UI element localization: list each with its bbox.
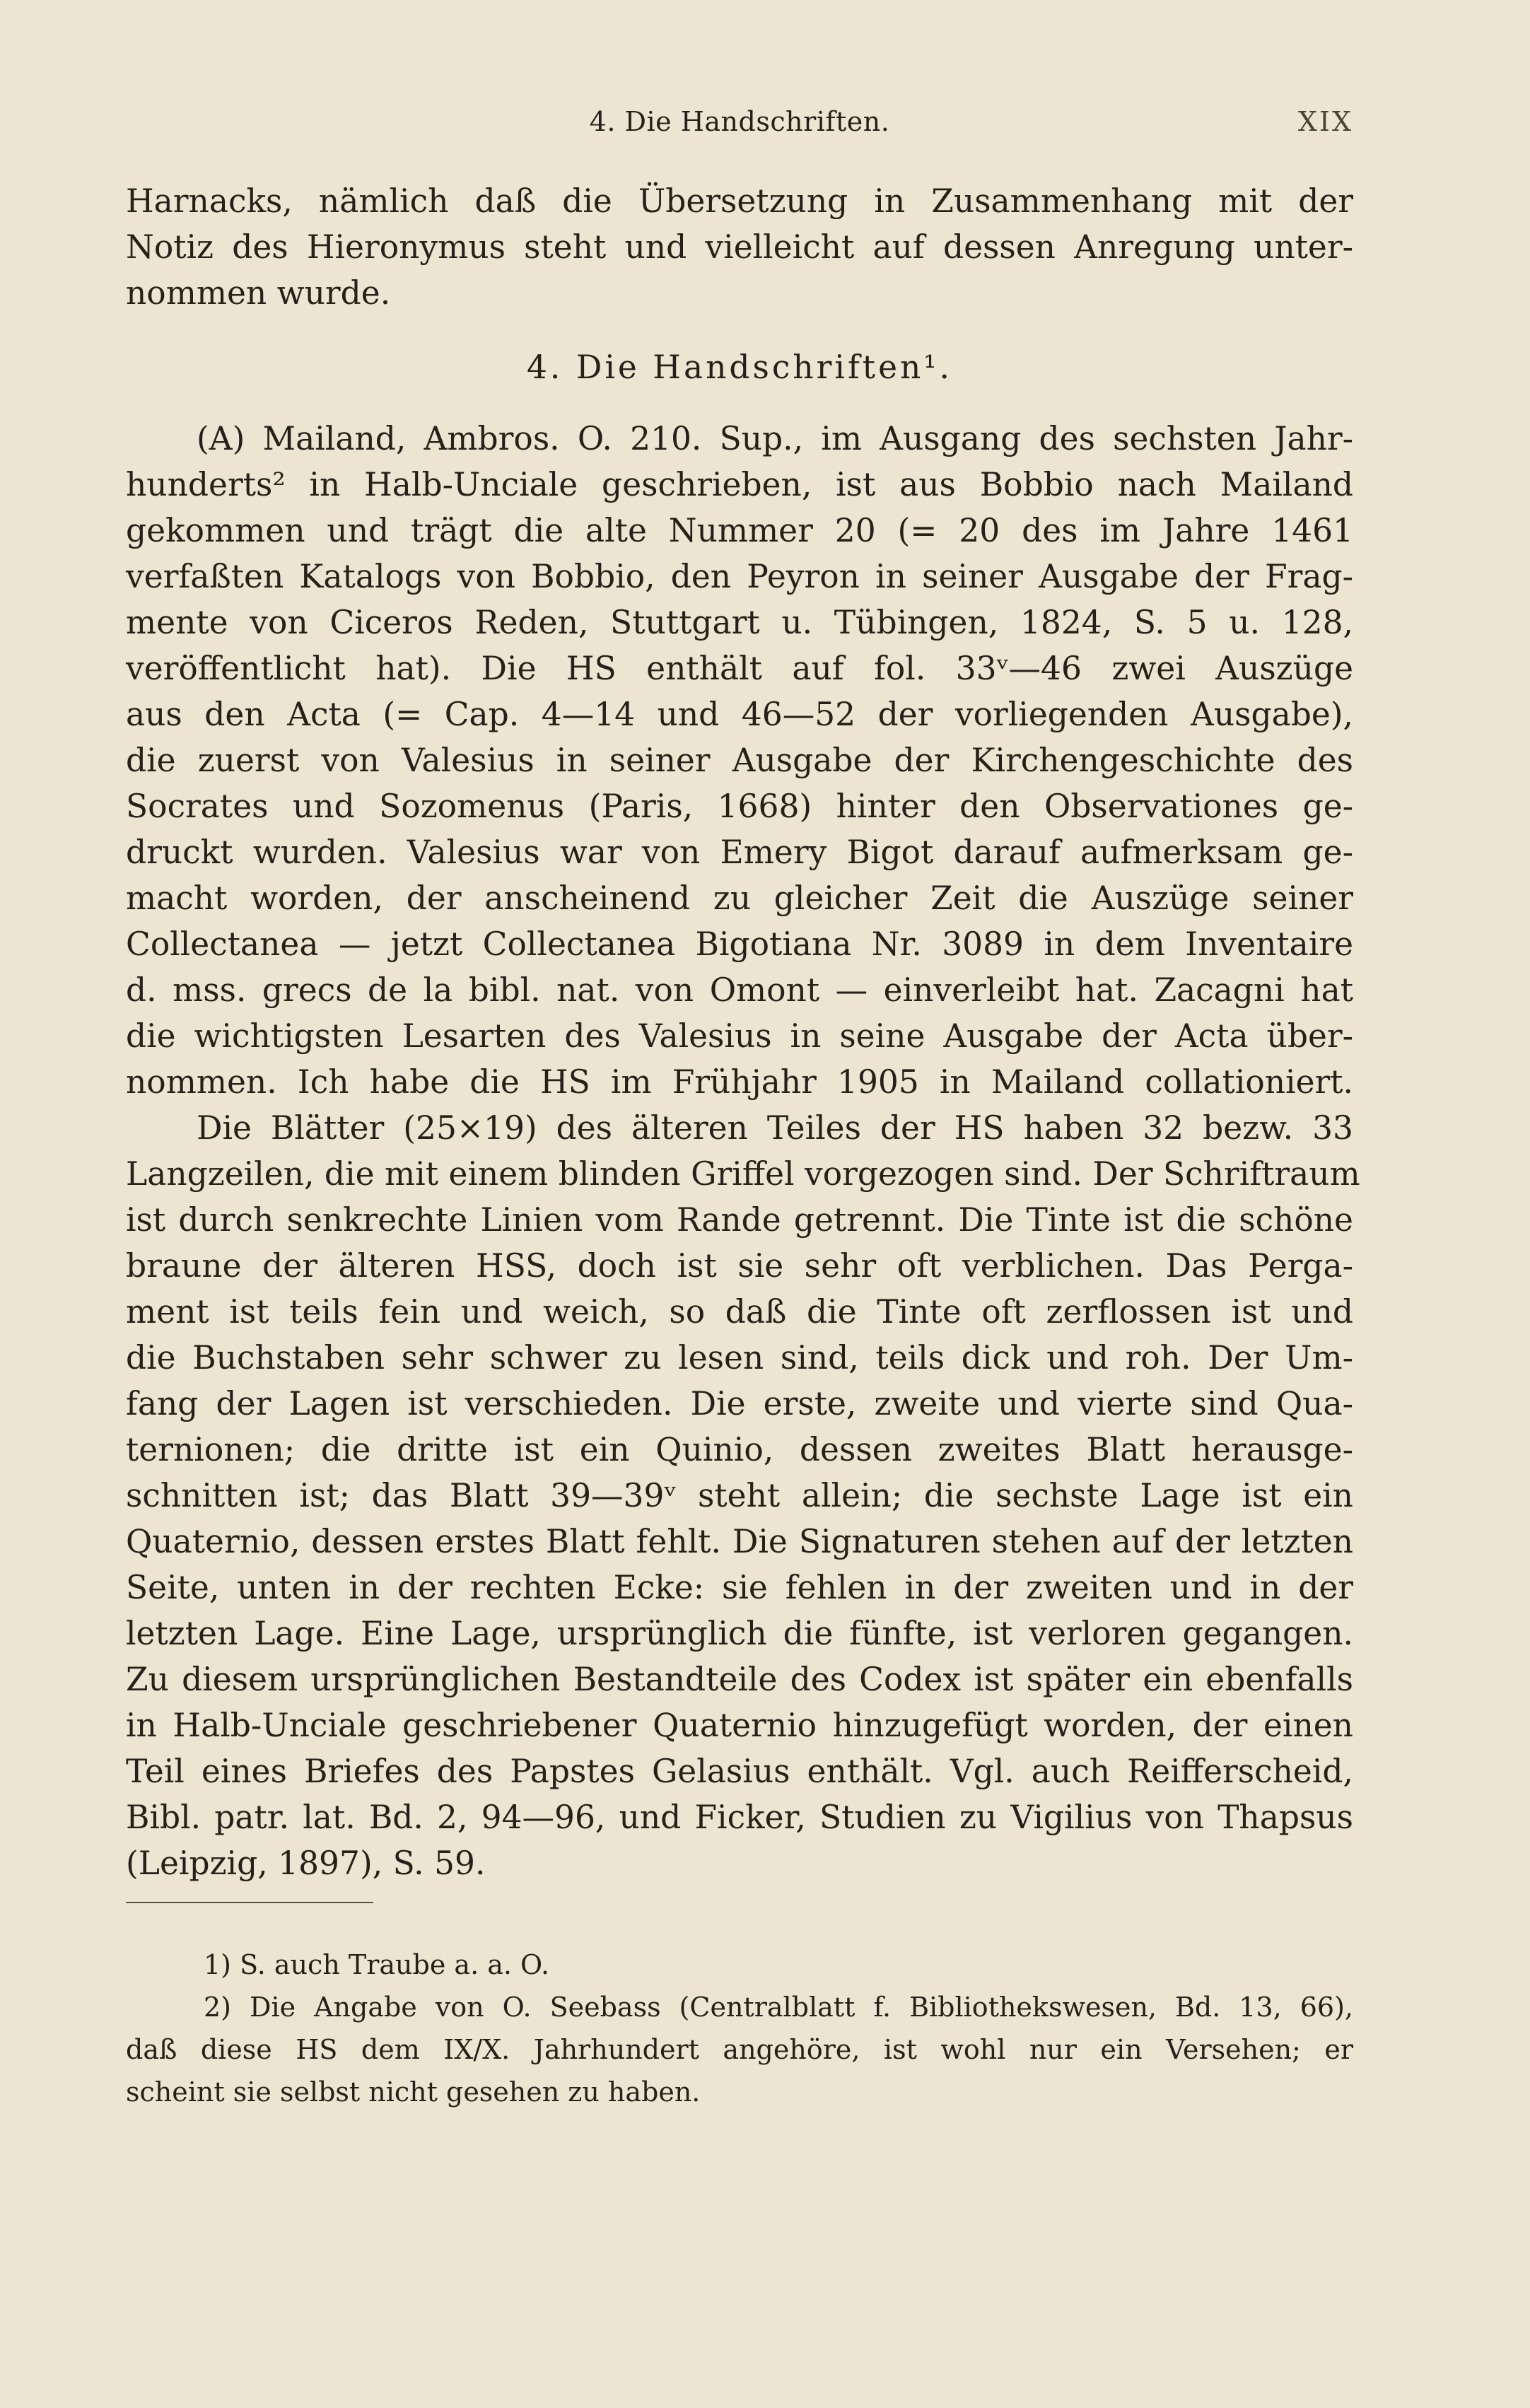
text-line: veröffentlicht hat). Die HS enthält auf fol. 33ᵛ—46 zwei Auszüge	[126, 650, 1353, 687]
text-line: die zuerst von Valesius in seiner Ausgabe der Kirchengeschichte des	[126, 742, 1353, 779]
text-line: ternionen; die dritte ist ein Quinio, dessen zweites Blatt herausge-	[126, 1431, 1353, 1468]
footnote-rule	[126, 1902, 373, 1903]
text-line: macht worden, der anscheinend zu gleicher Zeit die Auszüge seiner	[126, 879, 1353, 917]
footnote: scheint sie selbst nicht gesehen zu haben.	[126, 2076, 701, 2108]
text-line: (A) Mailand, Ambros. O. 210. Sup., im Ausgang des sechsten Jahr-	[197, 420, 1353, 457]
text-line: Langzeilen, die mit einem blinden Griffel vorgezogen sind. Der Schriftraum	[126, 1155, 1360, 1193]
text-line: druckt wurden. Valesius war von Emery Bigot darauf aufmerksam ge-	[126, 834, 1353, 871]
text-line: braune der älteren HSS, doch ist sie sehr oft verblichen. Das Perga-	[126, 1247, 1353, 1285]
running-head	[126, 106, 1353, 148]
text-line: Seite, unten in der rechten Ecke: sie fehlen in der zweiten und in der	[126, 1569, 1353, 1606]
text-line: hunderts² in Halb-Unciale geschrieben, ist aus Bobbio nach Mailand	[126, 466, 1353, 503]
text-line: gekommen und trägt die alte Nummer 20 (= 20 des im Jahre 1461	[126, 512, 1353, 549]
section-heading: 4. Die Handschriften¹.	[526, 349, 953, 386]
text-line: Collectanea — jetzt Collectanea Bigotiana Nr. 3089 in dem Inventaire	[126, 925, 1353, 963]
text-line: fang der Lagen ist verschieden. Die erste, zweite und vierte sind Qua-	[126, 1385, 1353, 1422]
text-line: ist durch senkrechte Linien vom Rande getrennt. Die Tinte ist die schöne	[126, 1201, 1353, 1239]
text-line: schnitten ist; das Blatt 39—39ᵛ steht allein; die sechste Lage ist ein	[126, 1477, 1353, 1514]
text-line: in Halb-Unciale geschriebener Quaternio hinzugefügt worden, der einen	[126, 1707, 1353, 1744]
text-line: Teil eines Briefes des Papstes Gelasius enthält. Vgl. auch Reifferscheid,	[126, 1753, 1353, 1790]
text-line: Bibl. patr. lat. Bd. 2, 94—96, und Ficker, Studien zu Vigilius von Thapsus	[126, 1799, 1353, 1836]
text-line: Notiz des Hieronymus steht und vielleicht auf dessen Anregung unter-	[126, 228, 1353, 266]
running-head-title: 4. Die Handschriften.	[589, 106, 890, 137]
text-line: (Leipzig, 1897), S. 59.	[126, 1845, 486, 1882]
text-line: Harnacks, nämlich daß die Übersetzung in Zusammenhang mit der	[126, 182, 1353, 220]
text-line: aus den Acta (= Cap. 4—14 und 46—52 der vorliegenden Ausgabe),	[126, 696, 1353, 733]
text-line: die wichtigsten Lesarten des Valesius in seine Ausgabe der Acta über-	[126, 1017, 1353, 1055]
text-line: Zu diesem ursprünglichen Bestandteile des Codex ist später ein ebenfalls	[126, 1661, 1353, 1698]
footnote: 1) S. auch Traube a. a. O.	[204, 1949, 550, 1980]
footnote: 2) Die Angabe von O. Seebass (Centralblatt f. Bibliothekswesen, Bd. 13, 66),	[204, 1992, 1353, 2023]
text-line: mente von Ciceros Reden, Stuttgart u. Tübingen, 1824, S. 5 u. 128,	[126, 604, 1353, 641]
text-line: Socrates und Sozomenus (Paris, 1668) hinter den Observationes ge-	[126, 788, 1353, 825]
text-line: nommen wurde.	[126, 274, 391, 312]
text-line: Quaternio, dessen erstes Blatt fehlt. Die Signaturen stehen auf der letzten	[126, 1523, 1353, 1560]
page-number: XIX	[1297, 106, 1353, 137]
text-line: ment ist teils fein und weich, so daß die Tinte oft zerflossen ist und	[126, 1293, 1353, 1331]
text-line: verfaßten Katalogs von Bobbio, den Peyron in seiner Ausgabe der Frag-	[126, 558, 1353, 595]
text-line: nommen. Ich habe die HS im Frühjahr 1905 in Mailand collationiert.	[126, 1063, 1353, 1101]
footnote: daß diese HS dem IX/X. Jahrhundert angehöre, ist wohl nur ein Versehen; er	[126, 2034, 1353, 2065]
text-line: Die Blätter (25×19) des älteren Teiles der HS haben 32 bezw. 33	[197, 1109, 1353, 1147]
text-line: d. mss. grecs de la bibl. nat. von Omont — einverleibt hat. Zacagni hat	[126, 971, 1353, 1009]
text-line: letzten Lage. Eine Lage, ursprünglich die fünfte, ist verloren gegangen.	[126, 1615, 1353, 1652]
text-line: die Buchstaben sehr schwer zu lesen sind, teils dick und roh. Der Um-	[126, 1339, 1353, 1377]
